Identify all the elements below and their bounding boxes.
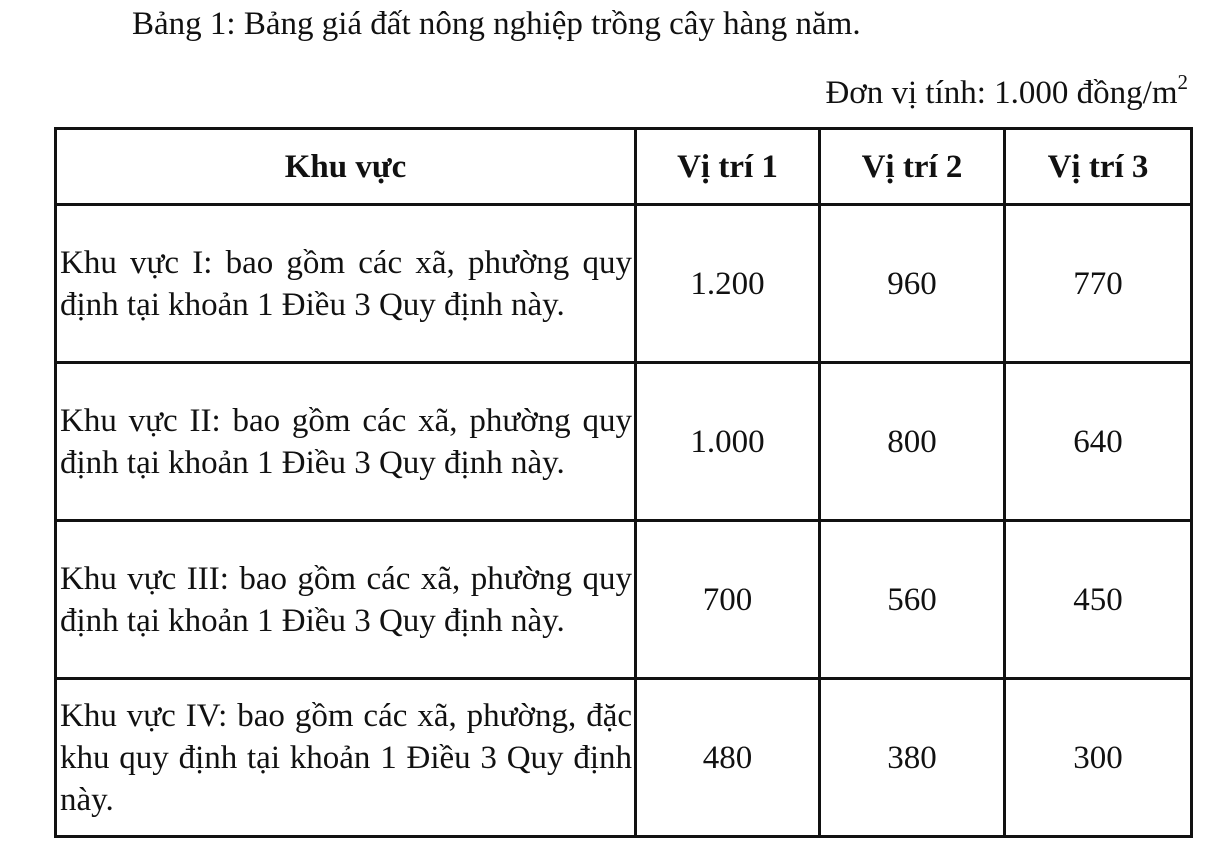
table-row	[56, 205, 1192, 363]
price-cell-position-2: 800	[820, 363, 1005, 521]
land-price-table	[54, 127, 1193, 838]
header-region: Khu vực	[56, 129, 636, 205]
price-cell-position-3: 450	[1005, 521, 1192, 679]
header-position-3: Vị trí 3	[1005, 129, 1192, 205]
price-cell-position-1: 480	[636, 679, 820, 837]
region-cell: Khu vực I: bao gồm các xã, phường quy định tại khoản 1 Điều 3 Quy định này.	[56, 205, 636, 363]
price-cell-position-2: 560	[820, 521, 1005, 679]
table-row	[56, 363, 1192, 521]
price-cell-position-3: 300	[1005, 679, 1192, 837]
table-header-row	[56, 129, 1192, 205]
price-cell-position-1: 1.000	[636, 363, 820, 521]
header-position-1: Vị trí 1	[636, 129, 820, 205]
region-cell: Khu vực II: bao gồm các xã, phường quy định tại khoản 1 Điều 3 Quy định này.	[56, 363, 636, 521]
unit-superscript: 2	[1177, 70, 1188, 94]
price-cell-position-2: 960	[820, 205, 1005, 363]
price-cell-position-3: 640	[1005, 363, 1192, 521]
price-cell-position-1: 1.200	[636, 205, 820, 363]
unit-text: Đơn vị tính: 1.000 đồng/m	[825, 75, 1178, 111]
unit-label	[825, 70, 1188, 116]
table-row	[56, 679, 1192, 837]
region-cell: Khu vực III: bao gồm các xã, phường quy định tại khoản 1 Điều 3 Quy định này.	[56, 521, 636, 679]
header-position-2: Vị trí 2	[820, 129, 1005, 205]
price-cell-position-1: 700	[636, 521, 820, 679]
table-title: Bảng 1: Bảng giá đất nông nghiệp trồng cây hàng năm.	[132, 6, 861, 42]
price-cell-position-3: 770	[1005, 205, 1192, 363]
price-cell-position-2: 380	[820, 679, 1005, 837]
table-row	[56, 521, 1192, 679]
region-cell: Khu vực IV: bao gồm các xã, phường, đặc khu quy định tại khoản 1 Điều 3 Quy định này.	[56, 679, 636, 837]
